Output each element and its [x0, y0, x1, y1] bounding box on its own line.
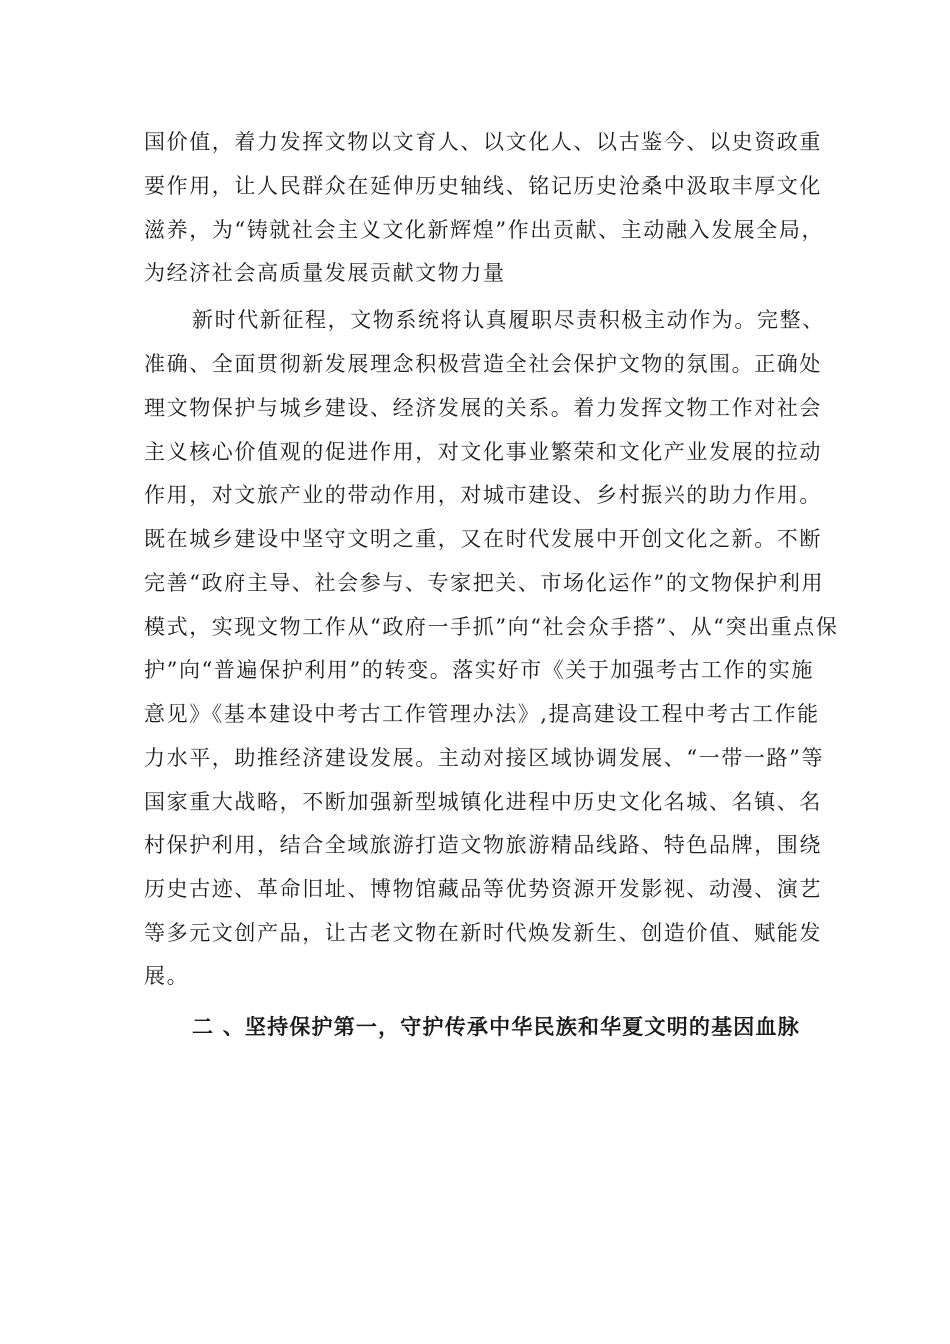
paragraph-2-line-13: 村保护利用，结合全域旅游打造文物旅游精品线路、特色品牌，围绕: [144, 833, 822, 857]
paragraph-2-line-15: 等多元文创产品，让古老文物在新时代焕发新生、创造价值、赋能发: [144, 921, 822, 945]
paragraph-2-line-11: 力水平，助推经济建设发展。主动对接区域协调发展、“一带一路”等: [144, 746, 825, 770]
paragraph-2-line-3: 理文物保护与城乡建设、经济发展的关系。着力发挥文物工作对社会: [144, 396, 822, 420]
paragraph-1-line-4: 为经济社会高质量发展贡献文物力量: [144, 261, 506, 285]
section-heading: 二 、坚持保护第一，守护传承中华民族和华夏文明的基因血脉: [192, 1015, 800, 1039]
paragraph-2-line-7: 完善“政府主导、社会参与、专家把关、市场化运作”的文物保护利用: [144, 571, 825, 595]
paragraph-2-line-8: 模式，实现文物工作从“政府一手抓”向“社会众手搭”、从“突出重点保: [144, 615, 839, 639]
paragraph-1-line-3: 滋养，为“铸就社会主义文化新辉煌”作出贡献、主动融入发展全局，: [144, 218, 825, 242]
paragraph-2-line-10: 意见》《基本建设中考古工作管理办法》,提高建设工程中考古工作能: [144, 702, 820, 726]
paragraph-1-line-1: 国价值，着力发挥文物以文育人、以文化人、以古鉴今、以史资政重: [144, 130, 822, 154]
paragraph-2-line-14: 历史古迹、革命旧址、博物馆藏品等优势资源开发影视、动漫、演艺: [144, 877, 822, 901]
paragraph-2-line-4: 主义核心价值观的促进作用，对文化事业繁荣和文化产业发展的拉动: [144, 440, 822, 464]
paragraph-2-line-1: 新时代新征程，文物系统将认真履职尽责积极主动作为。完整、: [192, 308, 825, 332]
paragraph-2-line-16: 展。: [144, 964, 190, 988]
paragraph-2-line-5: 作用，对文旅产业的带动作用，对城市建设、乡村振兴的助力作用。: [144, 483, 822, 507]
paragraph-2-line-9: 护”向“普遍保护利用”的转变。落实好市《关于加强考古工作的实施: [144, 658, 814, 682]
paragraph-2-line-12: 国家重大战略，不断加强新型城镇化进程中历史文化名城、名镇、名: [144, 790, 822, 814]
paragraph-1-line-2: 要作用，让人民群众在延伸历史轴线、铭记历史沧桑中汲取丰厚文化: [144, 174, 822, 198]
paragraph-2-line-2: 准确、全面贯彻新发展理念积极营造全社会保护文物的氛围。正确处: [144, 352, 822, 376]
paragraph-2-line-6: 既在城乡建设中坚守文明之重，又在时代发展中开创文化之新。不断: [144, 527, 822, 551]
